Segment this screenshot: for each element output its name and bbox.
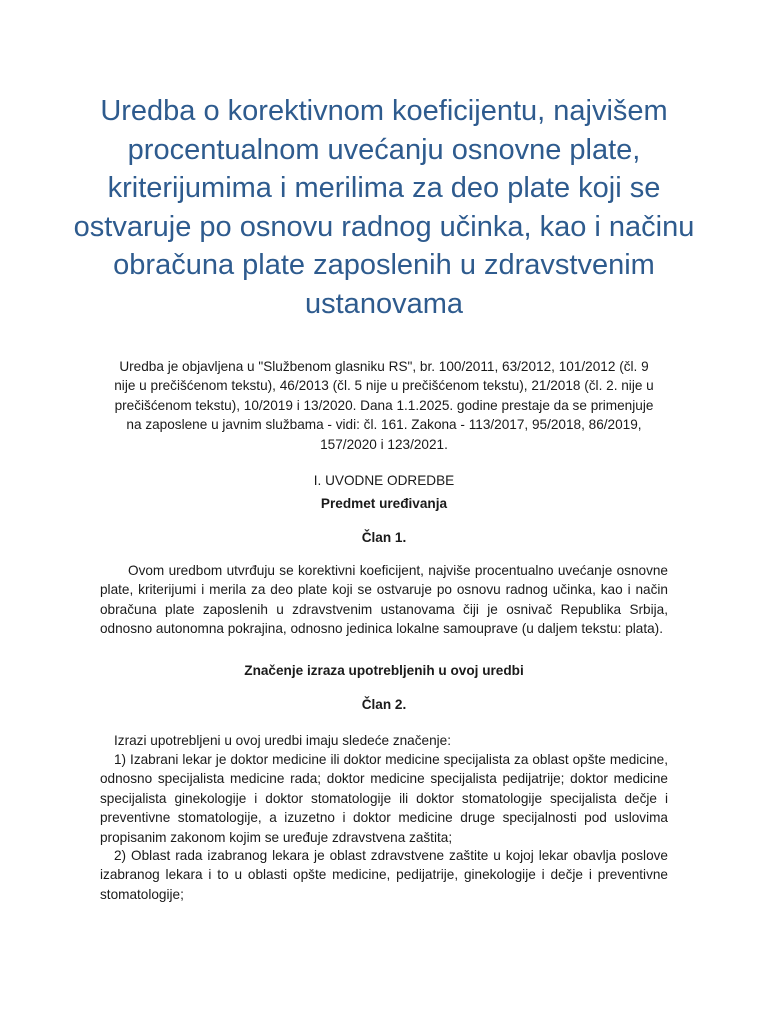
section-heading: I. UVODNE ODREDBE — [313, 473, 455, 488]
article-2-intro: Izrazi upotrebljeni u ovoj uredbi imaju sledeće značenje: — [114, 733, 452, 748]
article-1-text: Ovom uredbom utvrđuju se korektivni koeficijent, najviše procentualno uvećanje osnovne plate, kriterijumi i merila za deo plate koji se ostvaruje po osnovu radnog učinka, kao i način obračuna plate zaposlenih u zdravstvenim ustanovama čiji je osnivač Republika Srbija, odnosno autonomna pokrajina, odnosno jedinica lokalne samouprave (u daljem tekstu: plata). — [100, 563, 668, 637]
article-2-heading: Član 2. — [361, 697, 407, 712]
publication-note: Uredba je objavljena u "Službenom glasniku RS", br. 100/2011, 63/2012, 101/2012 (čl. 9 nije u prečišćenom tekstu), 46/2013 (čl. 5 nije u prečišćenom tekstu), 21/2018 (čl. 2. nije u prečišćenom tekstu), 10/2019 i 13/2020. Dana 1.1.2025. godine prestaje da se primenjuje na zaposlene u javnim službama - vidi: čl. 161. Zakona - 113/2017, 95/2018, 86/2019, 157/2020 i 123/2021. — [114, 359, 654, 452]
article-2-item-2: 2) Oblast rada izabranog lekara je oblast zdravstvene zaštite u kojoj lekar obavlja poslove izabranog lekara i to u oblasti opšte medicine, pedijatrije, ginekologije i dečje i preventivne stomatologije; — [100, 848, 668, 902]
meaning-heading: Značenje izraza upotrebljenih u ovoj uredbi — [244, 663, 524, 678]
article-1-heading: Član 1. — [361, 530, 407, 545]
article-2-item-1: 1) Izabrani lekar je doktor medicine ili doktor medicine specijalista za oblast opšte medicine, odnosno specijalista medicine rada; doktor medicine specijalista pedijatrije; doktor medicine specijalista ginekologije i doktor stomatologije ili doktor stomatologije specijalista dečje i preventivne stomatologije, a izuzetno i doktor medicine druge specijalnosti pod uslovima propisanim zakonom kojim se uređuje zdravstvena zaštita; — [100, 752, 668, 845]
subject-heading: Predmet uređivanja — [320, 496, 448, 511]
document-title: Uredba o korektivnom koeficijentu, najvišem procentualnom uvećanju osnovne plate, kriterijumima i merilima za deo plate koji se ostvaruje po osnovu radnog učinka, kao i načinu obračuna plate zaposlenih u zdravstvenim ustanovama — [73, 95, 695, 320]
